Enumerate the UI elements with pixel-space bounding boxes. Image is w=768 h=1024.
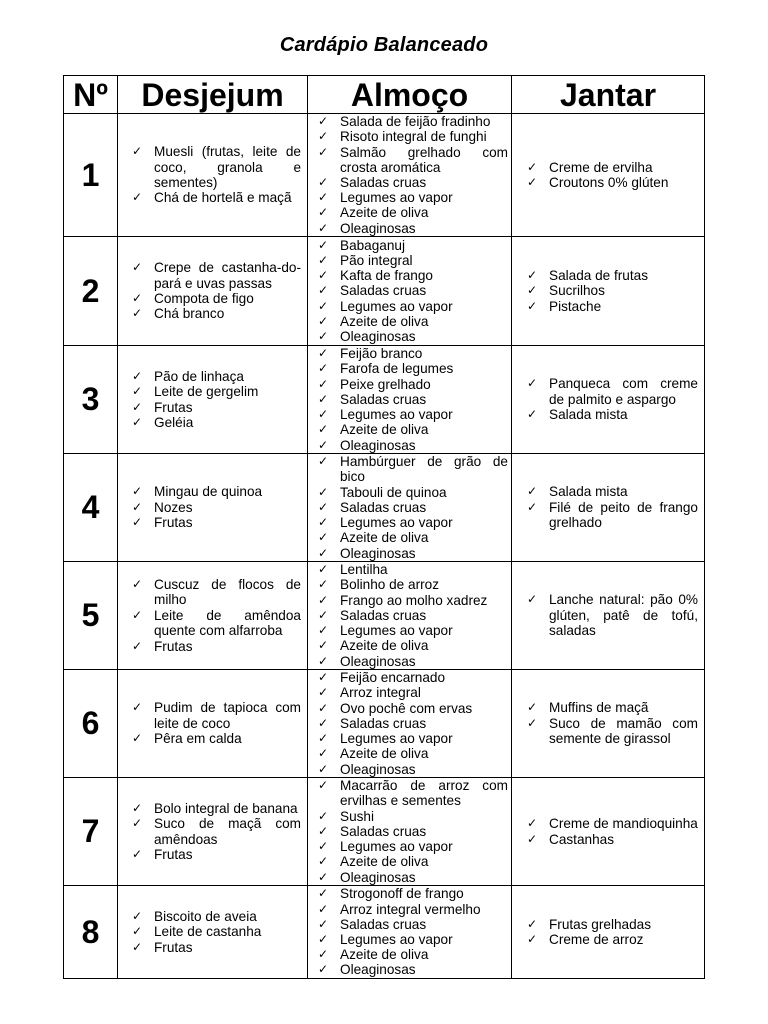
almoco-cell bbox=[308, 454, 512, 562]
list-item: ✓ Lentilha bbox=[340, 562, 508, 577]
list-item: ✓ Suco de maçã com amêndoas bbox=[154, 816, 301, 847]
almoco-cell-list bbox=[308, 238, 511, 344]
row-number: 8 bbox=[64, 886, 118, 979]
list-item: ✓ Oleaginosas bbox=[340, 654, 508, 669]
list-item: ✓ Oleaginosas bbox=[340, 870, 508, 885]
list-item: ✓ Peixe grelhado bbox=[340, 377, 508, 392]
list-item: ✓ Saladas cruas bbox=[340, 392, 508, 407]
almoco-cell-list bbox=[308, 670, 511, 776]
jantar-cell-list bbox=[512, 484, 704, 530]
list-item: ✓ Nozes bbox=[154, 500, 301, 515]
header-jantar: Jantar bbox=[512, 76, 705, 114]
document-title: Cardápio Balanceado bbox=[279, 34, 489, 56]
desjejum-cell-list bbox=[118, 909, 307, 955]
desjejum-cell-list bbox=[118, 144, 307, 206]
list-item: ✓ Frutas bbox=[154, 940, 301, 955]
list-item: ✓ Legumes ao vapor bbox=[340, 623, 508, 638]
list-item: ✓ Chá de hortelã e maçã bbox=[154, 190, 301, 205]
almoco-cell bbox=[308, 346, 512, 454]
list-item: ✓ Geléia bbox=[154, 415, 301, 430]
list-item: ✓ Feijão encarnado bbox=[340, 670, 508, 685]
list-item: ✓ Muesli (frutas, leite de coco, granola e sementes) bbox=[154, 144, 301, 190]
list-item: ✓ Salada de feijão fradinho bbox=[340, 114, 508, 129]
list-item: ✓ Panqueca com creme de palmito e aspargo bbox=[549, 376, 698, 407]
jantar-cell-list bbox=[512, 160, 704, 191]
table-row bbox=[64, 562, 705, 670]
list-item: ✓ Saladas cruas bbox=[340, 500, 508, 515]
list-item: ✓ Salmão grelhado com crosta aromática bbox=[340, 145, 508, 175]
list-item: ✓ Salada mista bbox=[549, 407, 698, 422]
list-item: ✓ Legumes ao vapor bbox=[340, 932, 508, 947]
list-item: ✓ Legumes ao vapor bbox=[340, 731, 508, 746]
almoco-cell-list bbox=[308, 886, 511, 977]
list-item: ✓ Frutas bbox=[154, 847, 301, 862]
list-item: ✓ Frango ao molho xadrez bbox=[340, 593, 508, 608]
list-item: ✓ Sucrilhos bbox=[549, 283, 698, 298]
list-item: ✓ Frutas grelhadas bbox=[549, 917, 698, 932]
menu-table bbox=[63, 75, 705, 979]
list-item: ✓ Strogonoff de frango bbox=[340, 886, 508, 901]
list-item: ✓ Pudim de tapioca com leite de coco bbox=[154, 700, 301, 731]
list-item: ✓ Arroz integral bbox=[340, 685, 508, 700]
desjejum-cell bbox=[118, 886, 308, 979]
jantar-cell-list bbox=[512, 376, 704, 422]
list-item: ✓ Azeite de oliva bbox=[340, 854, 508, 869]
desjejum-cell-list bbox=[118, 369, 307, 431]
almoco-cell bbox=[308, 670, 512, 778]
row-number: 2 bbox=[64, 237, 118, 346]
jantar-cell bbox=[512, 454, 705, 562]
desjejum-cell bbox=[118, 670, 308, 778]
jantar-cell-list bbox=[512, 700, 704, 746]
list-item: ✓ Hambúrguer de grão de bico bbox=[340, 454, 508, 484]
list-item: ✓ Kafta de frango bbox=[340, 268, 508, 283]
list-item: ✓ Sushi bbox=[340, 809, 508, 824]
list-item: ✓ Legumes ao vapor bbox=[340, 299, 508, 314]
almoco-cell bbox=[308, 114, 512, 237]
list-item: ✓ Legumes ao vapor bbox=[340, 515, 508, 530]
almoco-cell-list bbox=[308, 778, 511, 884]
almoco-cell bbox=[308, 237, 512, 346]
almoco-cell-list bbox=[308, 454, 511, 560]
almoco-cell-list bbox=[308, 346, 511, 452]
table-row bbox=[64, 886, 705, 979]
jantar-cell bbox=[512, 670, 705, 778]
almoco-cell bbox=[308, 778, 512, 886]
almoco-cell-list bbox=[308, 114, 511, 236]
list-item: ✓ Azeite de oliva bbox=[340, 422, 508, 437]
table-row bbox=[64, 670, 705, 778]
jantar-cell-list bbox=[512, 592, 704, 638]
row-number: 3 bbox=[64, 346, 118, 454]
list-item: ✓ Leite de gergelim bbox=[154, 384, 301, 399]
row-number: 1 bbox=[64, 114, 118, 237]
list-item: ✓ Biscoito de aveia bbox=[154, 909, 301, 924]
list-item: ✓ Azeite de oliva bbox=[340, 314, 508, 329]
list-item: ✓ Saladas cruas bbox=[340, 716, 508, 731]
list-item: ✓ Legumes ao vapor bbox=[340, 190, 508, 205]
header-row bbox=[64, 76, 705, 114]
row-number: 5 bbox=[64, 562, 118, 670]
table-row bbox=[64, 454, 705, 562]
jantar-cell-list bbox=[512, 816, 704, 847]
list-item: ✓ Leite de amêndoa quente com alfarroba bbox=[154, 608, 301, 639]
row-number: 6 bbox=[64, 670, 118, 778]
list-item: ✓ Salada mista bbox=[549, 484, 698, 499]
list-item: ✓ Azeite de oliva bbox=[340, 746, 508, 761]
list-item: ✓ Saladas cruas bbox=[340, 283, 508, 298]
list-item: ✓ Pistache bbox=[549, 299, 698, 314]
desjejum-cell-list bbox=[118, 577, 307, 654]
list-item: ✓ Muffins de maçã bbox=[549, 700, 698, 715]
list-item: ✓ Oleaginosas bbox=[340, 762, 508, 777]
desjejum-cell bbox=[118, 454, 308, 562]
list-item: ✓ Frutas bbox=[154, 639, 301, 654]
list-item: ✓ Arroz integral vermelho bbox=[340, 902, 508, 917]
desjejum-cell bbox=[118, 114, 308, 237]
jantar-cell bbox=[512, 346, 705, 454]
list-item: ✓ Filé de peito de frango grelhado bbox=[549, 500, 698, 531]
header-num: Nº bbox=[64, 76, 118, 114]
list-item: ✓ Oleaginosas bbox=[340, 221, 508, 236]
jantar-cell-list bbox=[512, 917, 704, 948]
jantar-cell bbox=[512, 114, 705, 237]
desjejum-cell bbox=[118, 562, 308, 670]
list-item: ✓ Oleaginosas bbox=[340, 962, 508, 977]
list-item: ✓ Farofa de legumes bbox=[340, 361, 508, 376]
list-item: ✓ Azeite de oliva bbox=[340, 205, 508, 220]
list-item: ✓ Feijão branco bbox=[340, 346, 508, 361]
list-item: ✓ Crepe de castanha-do-pará e uvas passas bbox=[154, 260, 301, 291]
list-item: ✓ Tabouli de quinoa bbox=[340, 485, 508, 500]
list-item: ✓ Creme de ervilha bbox=[549, 160, 698, 175]
list-item: ✓ Bolo integral de banana bbox=[154, 801, 301, 816]
list-item: ✓ Castanhas bbox=[549, 832, 698, 847]
list-item: ✓ Pão integral bbox=[340, 253, 508, 268]
list-item: ✓ Legumes ao vapor bbox=[340, 407, 508, 422]
list-item: ✓ Babaganuj bbox=[340, 238, 508, 253]
jantar-cell bbox=[512, 886, 705, 979]
list-item: ✓ Oleaginosas bbox=[340, 329, 508, 344]
list-item: ✓ Leite de castanha bbox=[154, 924, 301, 939]
jantar-cell bbox=[512, 237, 705, 346]
row-number: 4 bbox=[64, 454, 118, 562]
list-item: ✓ Legumes ao vapor bbox=[340, 839, 508, 854]
list-item: ✓ Lanche natural: pão 0% glúten, patê de tofú, saladas bbox=[549, 592, 698, 638]
list-item: ✓ Macarrão de arroz com ervilhas e sementes bbox=[340, 778, 508, 808]
desjejum-cell bbox=[118, 346, 308, 454]
jantar-cell bbox=[512, 562, 705, 670]
list-item: ✓ Saladas cruas bbox=[340, 608, 508, 623]
list-item: ✓ Compota de figo bbox=[154, 291, 301, 306]
list-item: ✓ Risoto integral de funghi bbox=[340, 129, 508, 144]
menu-body bbox=[64, 114, 705, 979]
list-item: ✓ Azeite de oliva bbox=[340, 530, 508, 545]
list-item: ✓ Frutas bbox=[154, 515, 301, 530]
desjejum-cell-list bbox=[118, 700, 307, 746]
almoco-cell-list bbox=[308, 562, 511, 668]
list-item: ✓ Salada de frutas bbox=[549, 268, 698, 283]
list-item: ✓ Suco de mamão com semente de girassol bbox=[549, 716, 698, 747]
list-item: ✓ Cuscuz de flocos de milho bbox=[154, 577, 301, 608]
list-item: ✓ Saladas cruas bbox=[340, 175, 508, 190]
list-item: ✓ Pêra em calda bbox=[154, 731, 301, 746]
list-item: ✓ Oleaginosas bbox=[340, 546, 508, 561]
list-item: ✓ Creme de mandioquinha bbox=[549, 816, 698, 831]
list-item: ✓ Saladas cruas bbox=[340, 917, 508, 932]
jantar-cell-list bbox=[512, 268, 704, 314]
table-row bbox=[64, 346, 705, 454]
list-item: ✓ Croutons 0% glúten bbox=[549, 175, 698, 190]
list-item: ✓ Mingau de quinoa bbox=[154, 484, 301, 499]
list-item: ✓ Oleaginosas bbox=[340, 438, 508, 453]
list-item: ✓ Chá branco bbox=[154, 306, 301, 321]
table-row bbox=[64, 778, 705, 886]
desjejum-cell-list bbox=[118, 484, 307, 530]
list-item: ✓ Creme de arroz bbox=[549, 932, 698, 947]
table-row bbox=[64, 237, 705, 346]
desjejum-cell-list bbox=[118, 260, 307, 322]
jantar-cell bbox=[512, 778, 705, 886]
list-item: ✓ Azeite de oliva bbox=[340, 638, 508, 653]
header-almoco: Almoço bbox=[308, 76, 512, 114]
header-desjejum: Desjejum bbox=[118, 76, 308, 114]
almoco-cell bbox=[308, 886, 512, 979]
list-item: ✓ Saladas cruas bbox=[340, 824, 508, 839]
almoco-cell bbox=[308, 562, 512, 670]
list-item: ✓ Pão de linhaça bbox=[154, 369, 301, 384]
desjejum-cell bbox=[118, 237, 308, 346]
list-item: ✓ Frutas bbox=[154, 400, 301, 415]
list-item: ✓ Azeite de oliva bbox=[340, 947, 508, 962]
row-number: 7 bbox=[64, 778, 118, 886]
list-item: ✓ Ovo pochê com ervas bbox=[340, 701, 508, 716]
list-item: ✓ Bolinho de arroz bbox=[340, 577, 508, 592]
table-row bbox=[64, 114, 705, 237]
desjejum-cell bbox=[118, 778, 308, 886]
desjejum-cell-list bbox=[118, 801, 307, 863]
